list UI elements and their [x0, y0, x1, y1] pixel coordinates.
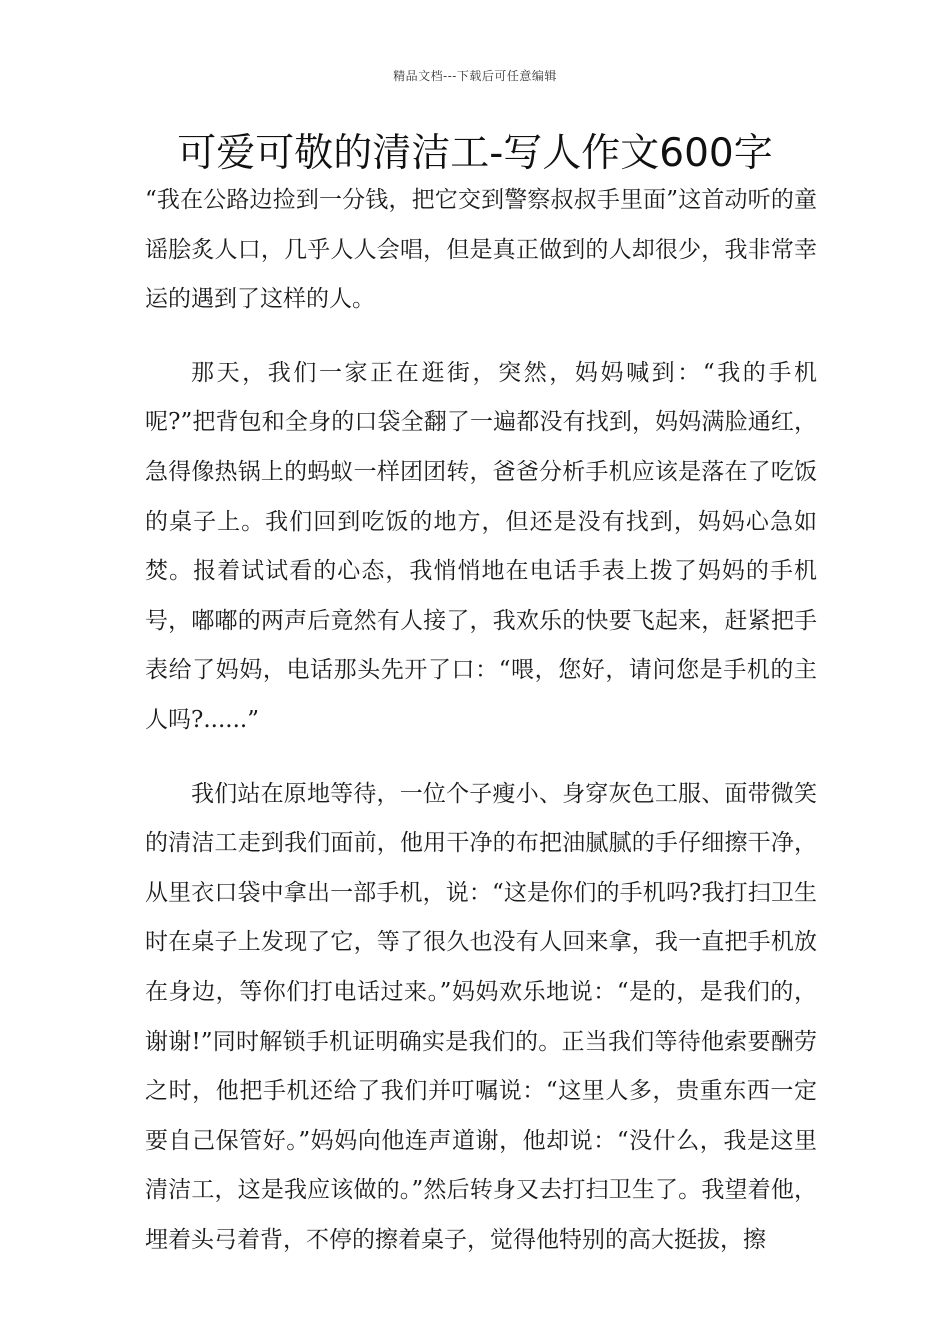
essay-body [145, 176, 817, 1265]
paragraph-gap [145, 325, 817, 349]
paragraph-gap [145, 746, 817, 770]
paragraph-3: 我们站在原地等待，一位个子瘦小、身穿灰色工服、面带微笑的清洁工走到我们面前，他用干净的布把油腻腻的手仔细擦干净，从里衣口袋中拿出一部手机，说：“这是你们的手机吗?我打扫卫生时在桌子上发现了它，等了很久也没有人回来拿，我一直把手机放在身边，等你们打电话过来。”妈妈欢乐地说：“是的，是我们的，谢谢!”同时解锁手机证明确实是我们的。正当我们等待他索要酬劳之时，他把手机还给了我们并叮嘱说：“这里人多，贵重东西一定要自己保管好。”妈妈向他连声道谢，他却说：“没什么，我是这里清洁工，这是我应该做的。”然后转身又去打扫卫生了。我望着他，埋着头弓着背，不停的擦着桌子，觉得他特别的高大挺拔，擦 [145, 780, 817, 1253]
header-note: 精品文档---下载后可任意编辑 [393, 69, 557, 83]
paragraph-2: 那天，我们一家正在逛街，突然，妈妈喊到：“我的手机呢?”把背包和全身的口袋全翻了一遍都没有找到，妈妈满脸通红，急得像热锅上的蚂蚁一样团团转，爸爸分析手机应该是落在了吃饭的桌子上。我们回到吃饭的地方，但还是没有找到，妈妈心急如焚。报着试试看的心态，我悄悄地在电话手表上拨了妈妈的手机号，嘟嘟的两声后竟然有人接了，我欢乐的快要飞起来，赶紧把手表给了妈妈，电话那头先开了口：“喂，您好，请问您是手机的主人吗?......” [145, 359, 817, 733]
page-title: 可爱可敬的清洁工-写人作文600字 [177, 131, 773, 176]
paragraph-1: “我在公路边捡到一分钱，把它交到警察叔叔手里面”这首动听的童谣脍炙人口，几乎人人会唱，但是真正做到的人却很少，我非常幸运的遇到了这样的人。 [145, 187, 817, 313]
